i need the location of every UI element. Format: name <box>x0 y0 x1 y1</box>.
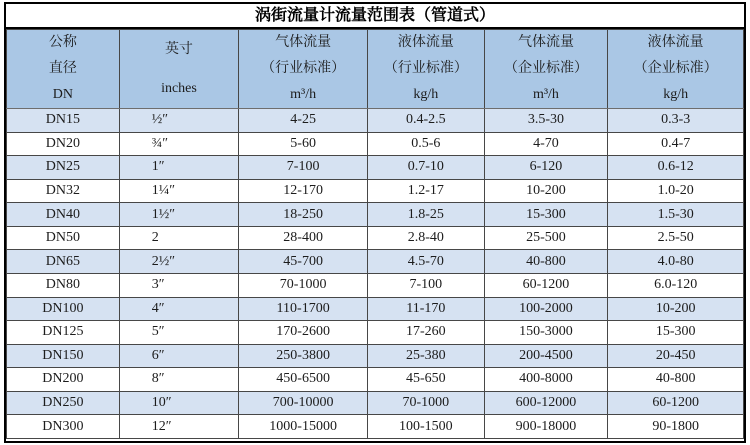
header-cell-lines <box>7 30 119 108</box>
table-cell: 60-1200 <box>608 391 744 415</box>
table-cell: 250-3800 <box>239 344 368 368</box>
header-cell-lines <box>120 30 238 108</box>
table-cell: DN40 <box>7 203 120 227</box>
header-line: 英寸 <box>164 41 193 57</box>
header-cell-lines <box>239 30 367 108</box>
table-cell: 11-170 <box>368 297 484 321</box>
header-cell-col4 <box>484 30 608 109</box>
table-cell: 0.3-3 <box>608 109 744 133</box>
header-line: 气体流量 <box>517 35 574 50</box>
table-cell: 70-1000 <box>239 273 368 297</box>
table-cell: 10-200 <box>484 179 608 203</box>
table-cell: 170-2600 <box>239 321 368 345</box>
table-row-dn250 <box>7 391 744 415</box>
table-cell: 60-1200 <box>484 273 608 297</box>
table-cell: 1.2-17 <box>368 179 484 203</box>
table-cell: 1″ <box>119 156 238 180</box>
table-cell: 7-100 <box>368 273 484 297</box>
table-row-dn15 <box>7 109 744 133</box>
table-cell: 5-60 <box>239 132 368 156</box>
table-cell: 18-250 <box>239 203 368 227</box>
table-cell: 4-25 <box>239 109 368 133</box>
table-cell: 15-300 <box>608 321 744 345</box>
header-cell-col0 <box>7 30 120 109</box>
table-row-dn40 <box>7 203 744 227</box>
table-cell: 3.5-30 <box>484 109 608 133</box>
table-cell: DN32 <box>7 179 120 203</box>
table-cell: 1¼″ <box>119 179 238 203</box>
table-cell: DN250 <box>7 391 120 415</box>
table-row-dn80 <box>7 273 744 297</box>
table-cell: 1½″ <box>119 203 238 227</box>
table-cell: DN65 <box>7 250 120 274</box>
table-cell: 4-70 <box>484 132 608 156</box>
table-row-dn150 <box>7 344 744 368</box>
table-row-dn100 <box>7 297 744 321</box>
table-cell: 10″ <box>119 391 238 415</box>
table-row-dn65 <box>7 250 744 274</box>
table-cell: DN150 <box>7 344 120 368</box>
table-cell: 70-1000 <box>368 391 484 415</box>
table-cell: DN20 <box>7 132 120 156</box>
table-cell: DN25 <box>7 156 120 180</box>
header-line: m³/h <box>290 87 317 102</box>
header-cell-col2 <box>239 30 368 109</box>
table-cell: 4.5-70 <box>368 250 484 274</box>
header-line: 直径 <box>48 61 77 76</box>
table-cell: 28-400 <box>239 226 368 250</box>
table-cell: 4″ <box>119 297 238 321</box>
table-row-dn25 <box>7 156 744 180</box>
table-cell: 100-2000 <box>484 297 608 321</box>
table-cell: 6.0-120 <box>608 273 744 297</box>
table-cell: 25-380 <box>368 344 484 368</box>
table-cell: 20-450 <box>608 344 744 368</box>
table-cell: 700-10000 <box>239 391 368 415</box>
header-cell-lines <box>608 30 743 108</box>
table-row-dn200 <box>7 368 744 392</box>
table-body <box>7 109 744 439</box>
table-cell: 900-18000 <box>484 415 608 439</box>
table-cell: 6-120 <box>484 156 608 180</box>
table-cell: 17-260 <box>368 321 484 345</box>
header-line: inches <box>161 80 197 96</box>
table-cell: 12″ <box>119 415 238 439</box>
table-row-dn32 <box>7 179 744 203</box>
table-cell: 25-500 <box>484 226 608 250</box>
header-cell-col5 <box>608 30 744 109</box>
table-cell: 200-4500 <box>484 344 608 368</box>
header-line: 气体流量 <box>275 35 332 50</box>
table-cell: 0.4-2.5 <box>368 109 484 133</box>
table-cell: 100-1500 <box>368 415 484 439</box>
header-line: （企业标准） <box>503 61 588 76</box>
table-cell: DN15 <box>7 109 120 133</box>
table-cell: 2.8-40 <box>368 226 484 250</box>
header-line: 液体流量 <box>647 35 704 50</box>
table-cell: DN200 <box>7 368 120 392</box>
table-cell: 40-800 <box>484 250 608 274</box>
header-line: kg/h <box>663 87 689 102</box>
table-cell: DN125 <box>7 321 120 345</box>
table-cell: 3″ <box>119 273 238 297</box>
table-cell: 45-650 <box>368 368 484 392</box>
table-cell: 8″ <box>119 368 238 392</box>
flow-table <box>6 29 744 439</box>
table-row-dn20 <box>7 132 744 156</box>
table-cell: 1.5-30 <box>608 203 744 227</box>
table-row-dn50 <box>7 226 744 250</box>
table-cell: 2½″ <box>119 250 238 274</box>
header-line: （行业标准） <box>261 61 346 76</box>
header-line: kg/h <box>413 87 439 102</box>
header-line: DN <box>52 87 73 102</box>
header-line: m³/h <box>532 87 559 102</box>
header-cell-col3 <box>368 30 484 109</box>
table-cell: 12-170 <box>239 179 368 203</box>
flow-range-table-panel <box>4 2 746 443</box>
table-cell: 1.0-20 <box>608 179 744 203</box>
table-cell: 1000-15000 <box>239 415 368 439</box>
table-cell: ¾″ <box>119 132 238 156</box>
table-header <box>7 30 744 109</box>
table-cell: 0.5-6 <box>368 132 484 156</box>
table-cell: 7-100 <box>239 156 368 180</box>
table-cell: 4.0-80 <box>608 250 744 274</box>
table-cell: DN300 <box>7 415 120 439</box>
header-line: （行业标准） <box>383 61 468 76</box>
header-cell-lines <box>368 30 483 108</box>
table-cell: 40-800 <box>608 368 744 392</box>
table-cell: DN100 <box>7 297 120 321</box>
table-cell: 90-1800 <box>608 415 744 439</box>
header-row <box>7 30 744 109</box>
table-row-dn300 <box>7 415 744 439</box>
table-cell: 1.8-25 <box>368 203 484 227</box>
table-cell: 150-3000 <box>484 321 608 345</box>
header-line: 液体流量 <box>397 35 454 50</box>
table-cell: 2 <box>119 226 238 250</box>
table-cell: 0.6-12 <box>608 156 744 180</box>
table-cell: 0.4-7 <box>608 132 744 156</box>
header-cell-col1 <box>119 30 238 109</box>
table-cell: 110-1700 <box>239 297 368 321</box>
table-cell: ½″ <box>119 109 238 133</box>
table-cell: 0.7-10 <box>368 156 484 180</box>
table-cell: DN80 <box>7 273 120 297</box>
header-cell-lines <box>485 30 608 108</box>
table-cell: 2.5-50 <box>608 226 744 250</box>
table-row-dn125 <box>7 321 744 345</box>
table-cell: 5″ <box>119 321 238 345</box>
table-cell: 6″ <box>119 344 238 368</box>
page-title: 涡街流量计流量范围表（管道式） <box>6 4 744 29</box>
header-line: （企业标准） <box>633 61 718 76</box>
table-cell: 45-700 <box>239 250 368 274</box>
table-cell: 15-300 <box>484 203 608 227</box>
table-cell: 600-12000 <box>484 391 608 415</box>
table-cell: 10-200 <box>608 297 744 321</box>
table-cell: 450-6500 <box>239 368 368 392</box>
header-line: 公称 <box>48 35 77 50</box>
table-cell: DN50 <box>7 226 120 250</box>
table-cell: 400-8000 <box>484 368 608 392</box>
